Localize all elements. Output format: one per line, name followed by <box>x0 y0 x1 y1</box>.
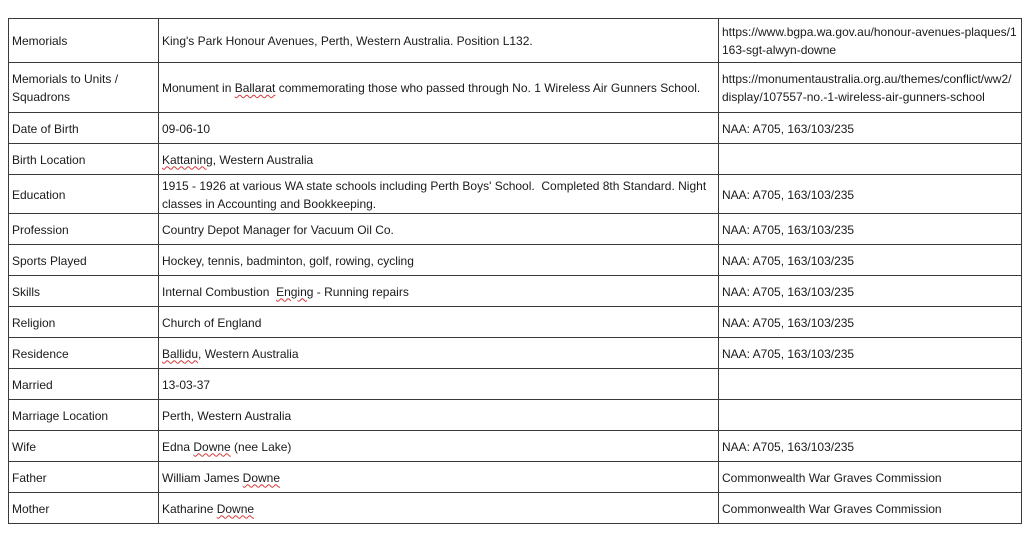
field-label: Father <box>12 470 47 485</box>
field-label-cell <box>9 462 159 493</box>
field-label: Mother <box>12 501 50 516</box>
field-value-cell <box>159 276 719 307</box>
source-text: NAA: A705, 163/103/235 <box>722 346 855 361</box>
field-value-cell <box>159 144 719 175</box>
source-text: Commonwealth War Graves Commission <box>722 501 942 516</box>
source-cell <box>719 369 1022 400</box>
field-value-cell <box>159 400 719 431</box>
field-value-cell <box>159 431 719 462</box>
field-label-cell <box>9 63 159 113</box>
table-row <box>9 113 1022 144</box>
table-row <box>9 276 1022 307</box>
field-label-cell <box>9 113 159 144</box>
source-cell <box>719 462 1022 493</box>
field-label-cell <box>9 369 159 400</box>
field-label: Profession <box>12 222 69 237</box>
source-cell <box>719 431 1022 462</box>
table-row <box>9 245 1022 276</box>
field-value-cell <box>159 214 719 245</box>
spellcheck-flagged-word: Downe <box>193 439 231 454</box>
table-row <box>9 63 1022 113</box>
table-row <box>9 338 1022 369</box>
source-cell <box>719 245 1022 276</box>
field-value-cell <box>159 113 719 144</box>
source-text: NAA: A705, 163/103/235 <box>722 121 855 136</box>
field-value-cell <box>159 307 719 338</box>
field-value-text: Edna <box>162 439 194 454</box>
field-value-text: - Running repairs <box>313 284 409 299</box>
field-label-cell <box>9 19 159 63</box>
source-cell <box>719 276 1022 307</box>
field-value-cell <box>159 63 719 113</box>
field-value-text: (nee Lake) <box>230 439 292 454</box>
source-text: https://monumentaustralia.org.au/themes/conflict/ww2/display/107557-no.-1-wireless-air-gunners-school <box>722 72 1012 104</box>
source-text: NAA: A705, 163/103/235 <box>722 222 855 237</box>
field-value-text: Church of England <box>162 315 262 330</box>
source-text: NAA: A705, 163/103/235 <box>722 253 855 268</box>
source-cell <box>719 400 1022 431</box>
table-row <box>9 144 1022 175</box>
table-row <box>9 462 1022 493</box>
field-label-cell <box>9 431 159 462</box>
source-text: NAA: A705, 163/103/235 <box>722 284 855 299</box>
field-value-text: Hockey, tennis, badminton, golf, rowing, cycling <box>162 253 414 268</box>
field-label-cell <box>9 214 159 245</box>
spellcheck-flagged-word: Kattaning <box>162 152 213 167</box>
table-row <box>9 431 1022 462</box>
field-label: Married <box>12 377 53 392</box>
field-label: Residence <box>12 346 69 361</box>
field-value-text: King's Park Honour Avenues, Perth, Western Australia. Position L132. <box>162 34 533 48</box>
table-row <box>9 175 1022 214</box>
field-value-text: 1915 - 1926 at various WA state schools including Perth Boys' School. Completed 8th Standard. Night classes in Accounting and Bookkeeping. <box>162 178 710 211</box>
source-cell <box>719 307 1022 338</box>
spellcheck-flagged-word: Ballarat <box>234 81 276 95</box>
field-value-cell <box>159 338 719 369</box>
field-label-cell <box>9 493 159 524</box>
field-value-cell <box>159 175 719 214</box>
field-label: Date of Birth <box>12 121 79 136</box>
field-label: Education <box>12 187 66 202</box>
source-cell <box>719 214 1022 245</box>
field-value-text: Internal Combustion <box>162 284 277 299</box>
biography-table <box>8 18 1022 524</box>
source-text: NAA: A705, 163/103/235 <box>722 187 855 202</box>
table-row <box>9 493 1022 524</box>
field-label-cell <box>9 400 159 431</box>
source-text: NAA: A705, 163/103/235 <box>722 439 855 454</box>
field-label: Memorials <box>12 34 68 48</box>
field-label: Marriage Location <box>12 408 109 423</box>
field-label-cell <box>9 276 159 307</box>
source-cell <box>719 144 1022 175</box>
spellcheck-flagged-word: Ballidu <box>162 346 199 361</box>
field-value-text: , Western Australia <box>212 152 314 167</box>
table-row <box>9 369 1022 400</box>
document-page <box>8 18 1022 524</box>
field-label: Memorials to Units / Squadrons <box>12 72 119 104</box>
field-value-cell <box>159 462 719 493</box>
source-cell <box>719 338 1022 369</box>
table-row <box>9 400 1022 431</box>
spellcheck-flagged-word: Downe <box>242 470 281 485</box>
field-value-cell <box>159 19 719 63</box>
field-label: Religion <box>12 315 56 330</box>
spellcheck-flagged-word: Enging <box>276 284 314 299</box>
field-value-text: Monument in <box>162 81 235 95</box>
field-value-text: 09-06-10 <box>162 121 211 136</box>
table-row <box>9 19 1022 63</box>
table-row <box>9 214 1022 245</box>
field-label-cell <box>9 175 159 214</box>
source-text: NAA: A705, 163/103/235 <box>722 315 855 330</box>
field-label: Sports Played <box>12 253 87 268</box>
field-label: Skills <box>12 284 41 299</box>
field-label-cell <box>9 307 159 338</box>
source-text: https://www.bgpa.wa.gov.au/honour-avenues-plaques/1163-sgt-alwyn-downe <box>722 25 1017 57</box>
source-cell <box>719 493 1022 524</box>
field-value-text: Perth, Western Australia <box>162 408 292 423</box>
spellcheck-flagged-word: Downe <box>216 501 255 516</box>
field-label: Wife <box>12 439 36 454</box>
field-value-text: , Western Australia <box>198 346 299 361</box>
field-value-cell <box>159 245 719 276</box>
source-text: Commonwealth War Graves Commission <box>722 470 942 485</box>
source-cell <box>719 175 1022 214</box>
field-value-text: Katharine <box>162 501 217 516</box>
source-cell <box>719 113 1022 144</box>
table-row <box>9 307 1022 338</box>
field-label-cell <box>9 144 159 175</box>
source-cell <box>719 63 1022 113</box>
field-label-cell <box>9 338 159 369</box>
table-body <box>9 19 1022 524</box>
field-value-cell <box>159 493 719 524</box>
field-value-text: 13-03-37 <box>162 377 211 392</box>
field-value-text: Country Depot Manager for Vacuum Oil Co. <box>162 222 394 237</box>
field-value-text: William James <box>162 470 243 485</box>
field-label: Birth Location <box>12 152 86 167</box>
field-label-cell <box>9 245 159 276</box>
source-cell <box>719 19 1022 63</box>
field-value-cell <box>159 369 719 400</box>
field-value-text: commemorating those who passed through No. 1 Wireless Air Gunners School. <box>275 81 701 95</box>
